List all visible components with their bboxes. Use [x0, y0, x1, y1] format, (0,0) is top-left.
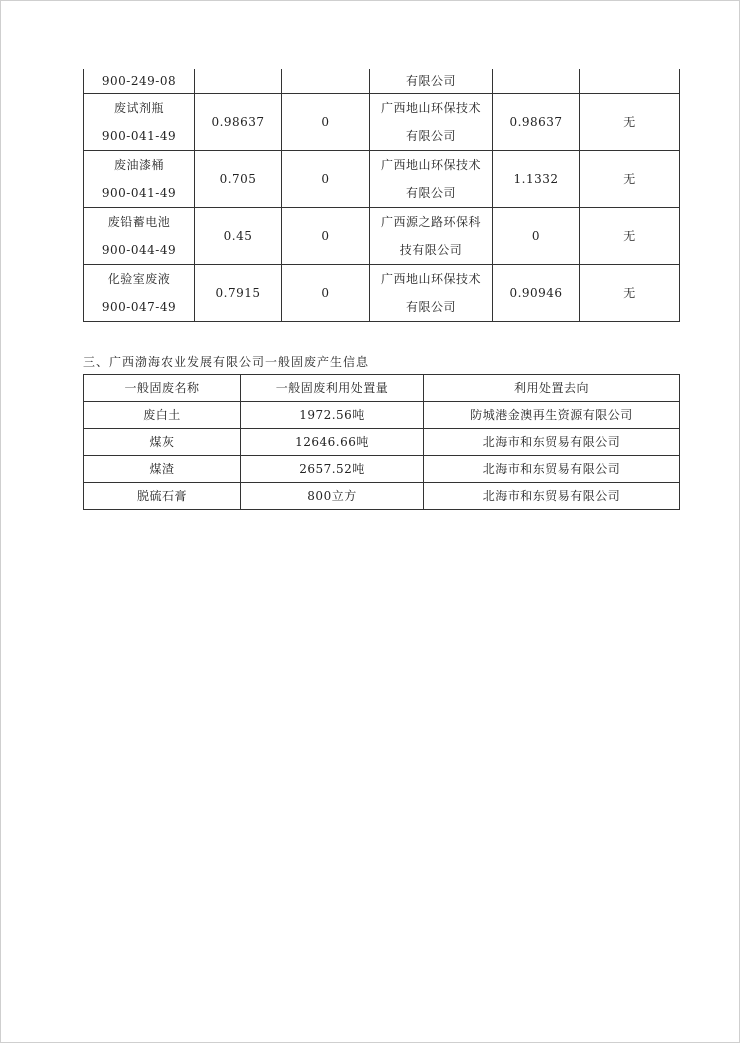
- general-waste-table: [83, 374, 680, 510]
- waste-code: 900-044-49: [101, 243, 177, 257]
- stored-amount-cell: 0: [282, 94, 370, 151]
- transferred-amount-cell: 0.90946: [493, 265, 580, 322]
- stored-amount-cell: [282, 69, 370, 94]
- receiver-name-line1: 广西地山环保技术: [380, 272, 481, 286]
- table-row: [84, 208, 680, 265]
- table-row: [84, 69, 680, 94]
- receiver-cell: [370, 69, 493, 94]
- receiver-cell: [370, 208, 493, 265]
- receiver-name-line2: 技有限公司: [399, 243, 463, 257]
- generated-amount-cell: 0.705: [195, 151, 282, 208]
- table-row: [84, 483, 680, 510]
- disposal-amount-cell: 12646.66吨: [241, 429, 424, 456]
- waste-name-cell: 废白土: [84, 402, 241, 429]
- generated-amount-cell: 0.98637: [195, 94, 282, 151]
- receiver-name-line1: 广西源之路环保科: [380, 215, 481, 229]
- table-row: [84, 429, 680, 456]
- generated-amount-cell: [195, 69, 282, 94]
- hazardous-waste-table: [83, 69, 680, 322]
- column-header: 一般固废利用处置量: [241, 375, 424, 402]
- receiver-cell: [370, 265, 493, 322]
- waste-name-cell: [84, 69, 195, 94]
- section-heading: 三、广西渤海农业发展有限公司一般固废产生信息: [83, 355, 370, 369]
- transferred-amount-cell: 0.98637: [493, 94, 580, 151]
- receiver-cell: [370, 94, 493, 151]
- waste-name-cell: [84, 94, 195, 151]
- note-cell: [580, 69, 680, 94]
- receiver-name-line1: 广西地山环保技术: [380, 158, 481, 172]
- waste-name-cell: [84, 208, 195, 265]
- generated-amount-cell: 0.45: [195, 208, 282, 265]
- table-row: [84, 265, 680, 322]
- table-row: [84, 402, 680, 429]
- note-cell: 无: [580, 265, 680, 322]
- table-header-row: [84, 375, 680, 402]
- stored-amount-cell: 0: [282, 208, 370, 265]
- receiver-name-line2: 有限公司: [405, 186, 456, 200]
- column-header: 利用处置去向: [424, 375, 680, 402]
- note-cell: 无: [580, 208, 680, 265]
- disposal-amount-cell: 2657.52吨: [241, 456, 424, 483]
- destination-cell: 防城港金澳再生资源有限公司: [424, 402, 680, 429]
- stored-amount-cell: 0: [282, 265, 370, 322]
- table-row: [84, 456, 680, 483]
- receiver-cell: [370, 151, 493, 208]
- waste-code: 900-249-08: [101, 74, 177, 88]
- destination-cell: 北海市和东贸易有限公司: [424, 483, 680, 510]
- disposal-amount-cell: 1972.56吨: [241, 402, 424, 429]
- waste-code: 900-047-49: [101, 300, 177, 314]
- waste-name-cell: 煤灰: [84, 429, 241, 456]
- destination-cell: 北海市和东贸易有限公司: [424, 456, 680, 483]
- receiver-name-line1: 广西地山环保技术: [380, 101, 481, 115]
- table-row: [84, 151, 680, 208]
- table-row: [84, 94, 680, 151]
- transferred-amount-cell: 1.1332: [493, 151, 580, 208]
- disposal-amount-cell: 800立方: [241, 483, 424, 510]
- column-header: 一般固废名称: [84, 375, 241, 402]
- waste-name-cell: 脱硫石膏: [84, 483, 241, 510]
- destination-cell: 北海市和东贸易有限公司: [424, 429, 680, 456]
- waste-code: 900-041-49: [101, 129, 177, 143]
- note-cell: 无: [580, 151, 680, 208]
- receiver-name-line2: 有限公司: [405, 129, 456, 143]
- waste-name: 废油漆桶: [113, 158, 164, 172]
- waste-code: 900-041-49: [101, 186, 177, 200]
- transferred-amount-cell: [493, 69, 580, 94]
- stored-amount-cell: 0: [282, 151, 370, 208]
- receiver-name-line2: 有限公司: [405, 74, 456, 88]
- waste-name: 废铅蓄电池: [107, 215, 171, 229]
- waste-name-cell: [84, 151, 195, 208]
- waste-name-cell: [84, 265, 195, 322]
- generated-amount-cell: 0.7915: [195, 265, 282, 322]
- waste-name: 化验室废液: [107, 272, 171, 286]
- note-cell: 无: [580, 94, 680, 151]
- receiver-name-line2: 有限公司: [405, 300, 456, 314]
- waste-name: 废试剂瓶: [113, 101, 164, 115]
- waste-name-cell: 煤渣: [84, 456, 241, 483]
- transferred-amount-cell: 0: [493, 208, 580, 265]
